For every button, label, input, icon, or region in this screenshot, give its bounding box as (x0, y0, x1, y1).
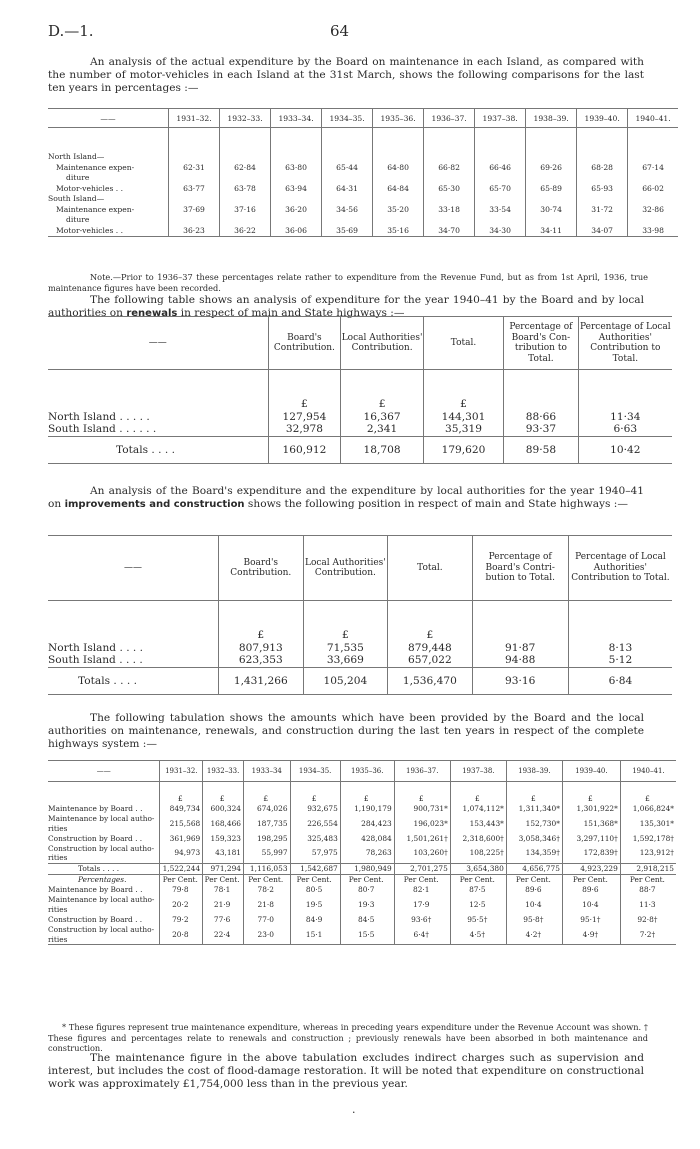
cell: 20·2 (160, 895, 203, 915)
currency-row (48, 794, 676, 804)
cell: 1,190,179 (340, 804, 394, 814)
year-header: 1931–32. (160, 761, 203, 782)
page-number: 64 (330, 22, 350, 40)
south-island-heading: South Island— (48, 194, 105, 204)
cell: 65·30 (424, 184, 475, 195)
cell: 5·12 (568, 654, 672, 667)
cell: 64·80 (373, 163, 424, 174)
cell: 1,074,112* (450, 804, 506, 814)
cell: 932,675 (290, 804, 340, 814)
cell: 674,026 (244, 804, 291, 814)
table-row (48, 654, 672, 667)
cell: 82·1 (394, 885, 450, 895)
cell: 35·20 (373, 205, 424, 216)
cell: 23·0 (244, 925, 291, 945)
table-row (48, 804, 676, 814)
cell: 879,448 (388, 642, 472, 655)
year-header: 1937–38. (475, 109, 526, 128)
currency-row (48, 629, 672, 642)
cell: 37·16 (220, 205, 271, 216)
cell: 37·69 (169, 205, 220, 216)
cell: 3,654,380 (450, 864, 506, 875)
cell: 1,311,340* (506, 804, 562, 814)
cell: 1,522,244 (160, 864, 203, 875)
cell: 36·20 (271, 205, 322, 216)
cell: 135,301* (620, 814, 676, 834)
column-header: Board's Contribution. (268, 317, 341, 370)
cell: 34·56 (322, 205, 373, 216)
cell: 34·30 (475, 226, 526, 237)
cell: 17·9 (394, 895, 450, 915)
row-label: Construction by Board . . (48, 914, 143, 924)
construction-term: improvements and construction (64, 499, 245, 511)
construction-paragraph: An analysis of the Board's expenditure and the expenditure by local authorities for the year 1940–41 on improvements and construction shows the following position in respect of main and State highways :— (48, 485, 644, 511)
closing-paragraph: The maintenance figure in the above tabulation excludes indirect charges such as supervision and interest, but includes the cost of flood-damage restoration. It will be noted that expenditure on constructional work was approximately £1,754,000 less than in the previous year. (48, 1052, 644, 1091)
row-label: Motor-vehicles . . (56, 183, 123, 193)
cell: 66·82 (424, 163, 475, 174)
cell: 657,022 (388, 654, 472, 667)
table-row-continuation (48, 215, 678, 226)
year-header: 1935–36. (340, 761, 394, 782)
cell: 65·93 (577, 184, 628, 195)
cell: 900,731* (394, 804, 450, 814)
cell: 94,973 (160, 844, 203, 864)
cell: 34·07 (577, 226, 628, 237)
cell: 65·89 (526, 184, 577, 195)
cell: 4,923,229 (562, 864, 620, 875)
cell: 108,225† (450, 844, 506, 864)
year-header: 1933–34 (244, 761, 291, 782)
cell: 134,359† (506, 844, 562, 864)
unit-label: Per Cent. (394, 875, 450, 886)
row-label: South Island . . . . (48, 654, 143, 667)
cell: 95·1† (562, 915, 620, 925)
cell: 63·78 (220, 184, 271, 195)
year-header: 1934–35. (322, 109, 373, 128)
cell: 66·02 (628, 184, 678, 195)
cell: 21·9 (203, 895, 244, 915)
year-header: 1939–40. (562, 761, 620, 782)
table-row (48, 834, 676, 844)
cell: 89·58 (504, 436, 579, 463)
percentage-row (48, 885, 676, 895)
table-header-row (48, 536, 672, 601)
row-label: Maintenance by local autho-rities (48, 814, 155, 833)
cell: 71,535 (303, 642, 388, 655)
cell: 1,980,949 (340, 864, 394, 875)
currency-symbol: £ (203, 794, 244, 804)
totals-label: Totals . . . . (48, 667, 219, 694)
cell: 196,023* (394, 814, 450, 834)
table-header-row (48, 109, 678, 128)
cell: 62·31 (169, 163, 220, 174)
table-row-continuation (48, 173, 678, 184)
year-header: 1936–37. (424, 109, 475, 128)
footer-mark: · (352, 1106, 356, 1119)
cell: 32,978 (268, 423, 341, 436)
cell: 79·2 (160, 915, 203, 925)
cell: 33·54 (475, 205, 526, 216)
cell: 88·66 (504, 411, 579, 424)
cell: 34·70 (424, 226, 475, 237)
row-label: Construction by local autho-rities (48, 843, 155, 863)
cell: 68·28 (577, 163, 628, 174)
cell: 88·7 (620, 885, 676, 895)
row-label: North Island . . . . . (48, 410, 150, 423)
cell: 93·6† (394, 915, 450, 925)
cell: 21·8 (244, 895, 291, 915)
currency-row (48, 398, 672, 411)
cell: 22·4 (203, 925, 244, 945)
ten-year-expenditure-table (48, 760, 676, 945)
percentage-row (48, 895, 676, 915)
cell: 16,367 (341, 411, 424, 424)
totals-row (48, 864, 676, 875)
cell: 168,466 (203, 814, 244, 834)
cell: 10·4 (562, 895, 620, 915)
totals-row (48, 667, 672, 694)
row-label-continuation: diture (66, 173, 90, 183)
cell: 971,294 (203, 864, 244, 875)
cell: 2,918,215 (620, 864, 676, 875)
cell: 152,730* (506, 814, 562, 834)
percentages-heading-row (48, 875, 676, 886)
cell: 127,954 (268, 411, 341, 424)
cell: 7·2† (620, 925, 676, 945)
totals-row (48, 436, 672, 463)
cell: 3,058,346† (506, 834, 562, 844)
currency-symbol: £ (562, 794, 620, 804)
cell: 284,423 (340, 814, 394, 834)
cell: 325,483 (290, 834, 340, 844)
cell: 172,839† (562, 844, 620, 864)
column-header: Total. (388, 536, 472, 601)
row-label: North Island . . . . (48, 641, 144, 654)
cell: 92·8† (620, 915, 676, 925)
year-header: 1932–33. (203, 761, 244, 782)
cell: 15·1 (290, 925, 340, 945)
year-header: 1938–39. (506, 761, 562, 782)
cell: 77·0 (244, 915, 291, 925)
cell: 94·88 (472, 654, 568, 667)
cell: 43,181 (203, 844, 244, 864)
currency-symbol: £ (268, 398, 341, 411)
column-header: Percentage of Board's Con-tribution to Total. (504, 317, 579, 370)
cell: 2,341 (341, 423, 424, 436)
year-header: 1933–34. (271, 109, 322, 128)
currency-symbol: £ (506, 794, 562, 804)
row-label: Maintenance expen- (56, 204, 135, 214)
table-header-row (48, 761, 676, 782)
cell: 19·3 (340, 895, 394, 915)
cell: 64·31 (322, 184, 373, 195)
cell: 62·84 (220, 163, 271, 174)
cell: 57,975 (290, 844, 340, 864)
year-header: 1935–36. (373, 109, 424, 128)
table-corner: —— (48, 317, 268, 370)
year-header: 1936–37. (394, 761, 450, 782)
column-header: Total. (423, 317, 503, 370)
cell: 34·11 (526, 226, 577, 237)
footnote: * These figures represent true maintenance expenditure, whereas in preceding years expenditure under the Revenue Account was shown. † These figures and percentages relate to renewals and construction ; previously renewals have been absorbed in both maintenance and construction. (48, 1022, 648, 1054)
row-label: Maintenance by Board . . (48, 885, 143, 895)
cell: 80·5 (290, 885, 340, 895)
cell: 4,656,775 (506, 864, 562, 875)
unit-label: Per Cent. (620, 875, 676, 886)
unit-label: Per Cent. (160, 875, 203, 886)
cell: 95·5† (450, 915, 506, 925)
page-reference: D.—1. (48, 22, 94, 40)
currency-symbol: £ (340, 794, 394, 804)
row-label: Maintenance by Board . . (48, 804, 143, 814)
year-header: 1931–32. (169, 109, 220, 128)
percentage-row (48, 925, 676, 945)
cell: 18,708 (341, 436, 424, 463)
cell: 84·9 (290, 915, 340, 925)
currency-symbol: £ (450, 794, 506, 804)
unit-label: Per Cent. (506, 875, 562, 886)
cell: 600,324 (203, 804, 244, 814)
table-row (48, 411, 672, 424)
cell: 64·84 (373, 184, 424, 195)
cell: 4·9† (562, 925, 620, 945)
cell: 63·80 (271, 163, 322, 174)
cell: 1,116,053 (244, 864, 291, 875)
totals-label: Totals . . . . (48, 436, 268, 463)
intro-paragraph: An analysis of the actual expenditure by the Board on maintenance in each Island, as compared with the number of motor-vehicles in each Island at the 31st March, shows the following comparisons for the last ten years in percentages :— (48, 56, 644, 95)
cell: 30·74 (526, 205, 577, 216)
cell: 123,912† (620, 844, 676, 864)
cell: 807,913 (219, 642, 304, 655)
renewals-table (48, 316, 672, 464)
cell: 4·2† (506, 925, 562, 945)
cell: 1,542,687 (290, 864, 340, 875)
cell: 31·72 (577, 205, 628, 216)
cell: 66·46 (475, 163, 526, 174)
unit-label: Per Cent. (562, 875, 620, 886)
cell: 160,912 (268, 436, 341, 463)
cell: 11·34 (578, 411, 672, 424)
cell: 87·5 (450, 885, 506, 895)
cell: 179,620 (423, 436, 503, 463)
cell: 89·6 (562, 885, 620, 895)
renewals-term: renewals (126, 308, 178, 320)
table-corner: —— (48, 536, 219, 601)
cell: 2,701,275 (394, 864, 450, 875)
percentages-heading: Percentages. (48, 875, 160, 886)
column-header: Percentage of Local Authorities' Contribution to Total. (578, 317, 672, 370)
year-header: 1939–40. (577, 109, 628, 128)
cell: 226,554 (290, 814, 340, 834)
column-header: Percentage of Board's Contri-bution to Total. (472, 536, 568, 601)
cell: 33·98 (628, 226, 678, 237)
row-label: Maintenance by local autho-rities (48, 895, 155, 914)
column-header: Local Authorities' Contribution. (341, 317, 424, 370)
table-row (48, 423, 672, 436)
currency-symbol: £ (394, 794, 450, 804)
cell: 198,295 (244, 834, 291, 844)
cell: 63·94 (271, 184, 322, 195)
cell: 33,669 (303, 654, 388, 667)
currency-symbol: £ (341, 398, 424, 411)
cell: 95·8† (506, 915, 562, 925)
cell: 93·37 (504, 423, 579, 436)
section-heading-row (48, 194, 678, 205)
cell: 91·87 (472, 642, 568, 655)
cell: 153,443* (450, 814, 506, 834)
table-corner: —— (48, 761, 160, 782)
cell: 65·70 (475, 184, 526, 195)
cell: 849,734 (160, 804, 203, 814)
currency-symbol: £ (160, 794, 203, 804)
table-row (48, 226, 678, 237)
cell: 1,501,261† (394, 834, 450, 844)
cell: 103,260† (394, 844, 450, 864)
cell: 93·16 (472, 667, 568, 694)
table-row (48, 163, 678, 174)
row-label: Construction by local autho-rities (48, 925, 160, 945)
cell: 67·14 (628, 163, 678, 174)
table-corner: —— (48, 109, 169, 128)
cell: 55,997 (244, 844, 291, 864)
year-header: 1937–38. (450, 761, 506, 782)
table-header-row (48, 317, 672, 370)
unit-label: Per Cent. (290, 875, 340, 886)
cell: 2,318,600† (450, 834, 506, 844)
year-header: 1938–39. (526, 109, 577, 128)
percentage-row (48, 915, 676, 925)
cell: 12·5 (450, 895, 506, 915)
cell: 1,301,922* (562, 804, 620, 814)
cell: 10·4 (506, 895, 562, 915)
cell: 187,735 (244, 814, 291, 834)
cell: 69·26 (526, 163, 577, 174)
cell: 159,323 (203, 834, 244, 844)
year-header: 1932–33. (220, 109, 271, 128)
currency-symbol: £ (244, 794, 291, 804)
currency-symbol: £ (303, 629, 388, 642)
cell: 3,297,110† (562, 834, 620, 844)
cell: 63·77 (169, 184, 220, 195)
column-header: Board's Contribution. (219, 536, 304, 601)
renewals-paragraph: The following table shows an analysis of expenditure for the year 1940–41 by the Board and by local authorities on renewals in respect of main and State highways :— (48, 294, 644, 320)
unit-label: Per Cent. (450, 875, 506, 886)
table-row (48, 184, 678, 195)
construction-table (48, 535, 672, 695)
table-row (48, 205, 678, 216)
totals-label: Totals . . . . (48, 864, 160, 875)
unit-label: Per Cent. (340, 875, 394, 886)
cell: 1,592,178† (620, 834, 676, 844)
cell: 89·6 (506, 885, 562, 895)
cell: 361,969 (160, 834, 203, 844)
currency-symbol: £ (423, 398, 503, 411)
cell: 6·63 (578, 423, 672, 436)
cell: 19·5 (290, 895, 340, 915)
cell: 33·18 (424, 205, 475, 216)
cell: 1,431,266 (219, 667, 304, 694)
cell: 151,368* (562, 814, 620, 834)
maintenance-vehicle-percentage-table (48, 108, 678, 237)
cell: 79·8 (160, 885, 203, 895)
north-island-heading: North Island— (48, 152, 105, 162)
column-header: Percentage of Local Authorities' Contribution to Total. (568, 536, 672, 601)
year-header: 1940–41. (620, 761, 676, 782)
cell: 8·13 (568, 642, 672, 655)
cell: 35·16 (373, 226, 424, 237)
table-row (48, 642, 672, 655)
cell: 84·5 (340, 915, 394, 925)
row-label: Maintenance expen- (56, 162, 135, 172)
row-label-continuation: diture (66, 215, 90, 225)
cell: 35·69 (322, 226, 373, 237)
year-header: 1934–35. (290, 761, 340, 782)
cell: 32·86 (628, 205, 678, 216)
cell: 10·42 (578, 436, 672, 463)
tabulation-paragraph: The following tabulation shows the amounts which have been provided by the Board and the local authorities on maintenance, renewals, and construction during the last ten years in respect of the complete highways system :— (48, 712, 644, 751)
cell: 6·4† (394, 925, 450, 945)
cell: 78·2 (244, 885, 291, 895)
cell: 15·5 (340, 925, 394, 945)
cell: 11·3 (620, 895, 676, 915)
cell: 35,319 (423, 423, 503, 436)
cell: 36·22 (220, 226, 271, 237)
table-row (48, 814, 676, 834)
cell: 6·84 (568, 667, 672, 694)
unit-label: Per Cent. (203, 875, 244, 886)
cell: 215,568 (160, 814, 203, 834)
cell: 144,301 (423, 411, 503, 424)
cell: 1,066,824* (620, 804, 676, 814)
cell: 105,204 (303, 667, 388, 694)
currency-symbol: £ (219, 629, 304, 642)
year-header: 1940–41. (628, 109, 678, 128)
cell: 78·1 (203, 885, 244, 895)
cell: 77·6 (203, 915, 244, 925)
currency-symbol: £ (388, 629, 472, 642)
cell: 428,084 (340, 834, 394, 844)
cell: 80·7 (340, 885, 394, 895)
cell: 36·23 (169, 226, 220, 237)
currency-symbol: £ (620, 794, 676, 804)
cell: 623,353 (219, 654, 304, 667)
row-label: Construction by Board . . (48, 833, 143, 843)
row-label: South Island . . . . . . (48, 423, 157, 436)
column-header: Local Authorities' Contribution. (303, 536, 388, 601)
cell: 65·44 (322, 163, 373, 174)
cell: 20·8 (160, 925, 203, 945)
section-heading-row (48, 152, 678, 163)
table-row (48, 844, 676, 864)
cell: 4·5† (450, 925, 506, 945)
table-note: Note.—Prior to 1936–37 these percentages relate rather to expenditure from the Revenue Fund, but as from 1st April, 1936, true maintenance figures have been recorded. (48, 272, 648, 293)
currency-symbol: £ (290, 794, 340, 804)
cell: 1,536,470 (388, 667, 472, 694)
cell: 78,263 (340, 844, 394, 864)
row-label: Motor-vehicles . . (48, 226, 169, 237)
unit-label: Per Cent. (244, 875, 291, 886)
cell: 36·06 (271, 226, 322, 237)
